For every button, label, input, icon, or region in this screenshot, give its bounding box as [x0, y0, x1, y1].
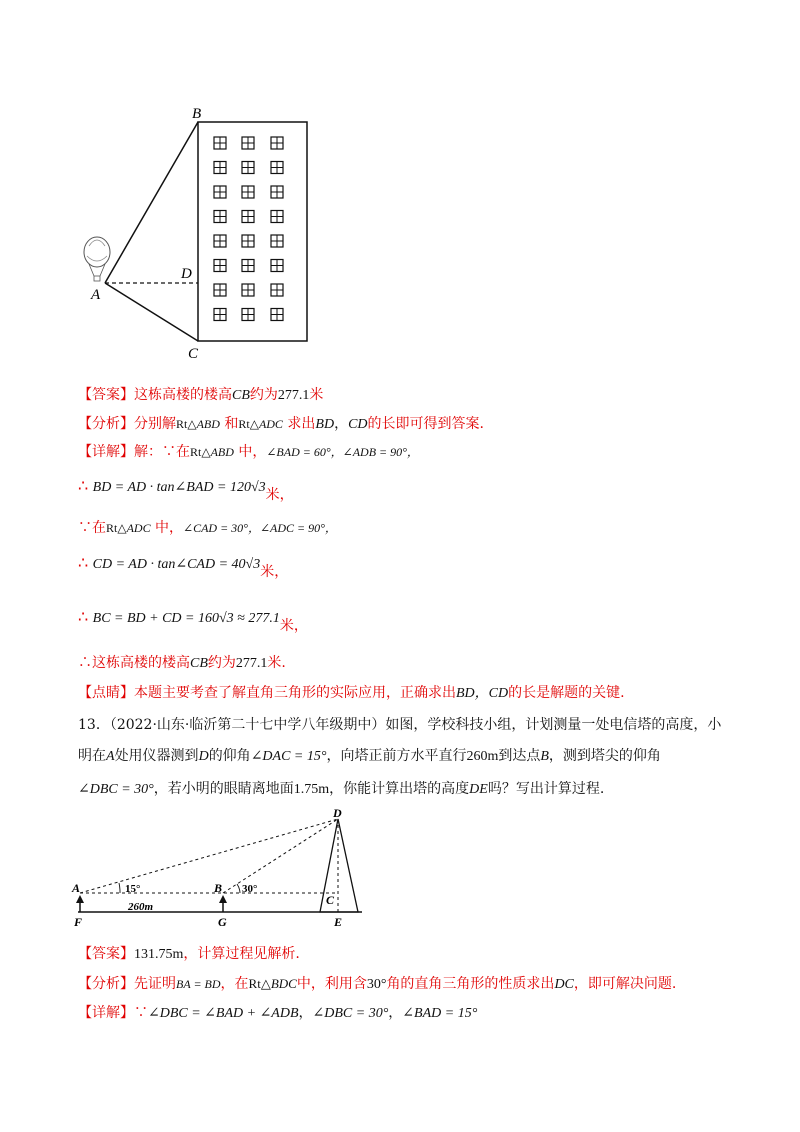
segment-name: BD — [315, 417, 335, 432]
rt-symbol: Rt△ — [106, 521, 127, 535]
segment-name: CB — [190, 656, 208, 671]
problem-text: ，测到塔尖的仰角 — [548, 748, 661, 764]
problem-text: 到达点 — [498, 748, 541, 764]
comment-text: 本题主要考查了解直角三角形的实际应用，正确求出 — [134, 685, 456, 701]
detail-line-3 — [78, 518, 337, 538]
angle-equation: ∠BAD = 60°， — [266, 445, 343, 459]
therefore-icon: ∴ — [78, 476, 89, 495]
window-icon — [242, 284, 254, 296]
answer-text: 这栋高楼的楼高 — [134, 387, 232, 403]
sightline-BD — [223, 819, 338, 893]
detail-line-4 — [78, 553, 289, 580]
triangle-name: BDC — [270, 976, 297, 991]
answer-var: CB — [232, 388, 250, 403]
analysis-text: 先证明 — [134, 976, 176, 992]
answer-line — [78, 385, 323, 406]
point-name: B — [540, 749, 549, 764]
rt-symbol: Rt△ — [190, 445, 211, 459]
angle-equation: ∠ADB = 90°， — [342, 445, 419, 459]
window-icon — [242, 211, 254, 223]
window-icon — [214, 211, 226, 223]
conclusion-text: 米. — [267, 655, 286, 671]
detail-text: 解：∵在 — [134, 444, 190, 460]
building-figure — [75, 100, 315, 365]
conclusion-text: 约为 — [207, 655, 236, 671]
analysis-text: 和 — [224, 416, 239, 432]
line-AB — [105, 122, 198, 283]
window-icon — [214, 186, 226, 198]
window-icon — [214, 137, 226, 149]
comment-tag: 【点睛】 — [78, 685, 134, 701]
angle-label-15: 15° — [125, 883, 141, 895]
window-icon — [271, 162, 283, 174]
unit: 米， — [265, 487, 294, 503]
window-icon — [242, 235, 254, 247]
window-grid — [214, 137, 283, 321]
hot-air-balloon-icon — [84, 237, 110, 281]
segment-name: DE — [469, 782, 488, 797]
problem-13-line-2 — [78, 746, 661, 767]
comment-line — [78, 683, 625, 704]
analysis-13-line — [78, 974, 676, 995]
number: 277.1 — [235, 656, 268, 671]
equation: ∠DBC = 30° — [312, 1006, 389, 1021]
problem-13-line-3 — [78, 779, 604, 800]
problem-text: 的仰角 — [208, 748, 251, 764]
detail-line-2 — [78, 476, 294, 503]
window-icon — [271, 235, 283, 247]
segment-names: BD，CD — [456, 686, 509, 701]
angle-equation: ∠DAC = 15° — [250, 749, 327, 764]
tower-figure — [68, 806, 368, 931]
label-A: A — [91, 287, 101, 303]
angle-equation: ∠CAD = 30°， — [183, 521, 260, 535]
point-name: D — [198, 749, 209, 764]
window-icon — [271, 284, 283, 296]
label-G: G — [218, 915, 227, 929]
problem-text: ，若小明的眼睛离地面 — [153, 781, 294, 797]
window-icon — [242, 309, 254, 321]
answer-text: 约为 — [249, 387, 278, 403]
answer-text: ，计算过程见解析. — [183, 946, 300, 962]
triangle-name: ABD — [196, 417, 220, 431]
analysis-tag: 【分析】 — [78, 976, 134, 992]
answer-tag: 【答案】 — [78, 387, 134, 403]
window-icon — [271, 186, 283, 198]
segment-name: CD — [348, 417, 368, 432]
analysis-text: 角的直角三角形的性质求出 — [386, 976, 555, 992]
equation: BA = BD — [176, 977, 221, 991]
detail-tag: 【详解】 — [78, 444, 134, 460]
window-icon — [242, 260, 254, 272]
analysis-text: 求出 — [287, 416, 316, 432]
analysis-line — [78, 414, 484, 435]
analysis-text: ，即可解决问题. — [573, 976, 677, 992]
problem-text: 吗？写出计算过程. — [487, 781, 605, 797]
analysis-text: 的长即可得到答案. — [367, 416, 484, 432]
window-icon — [271, 260, 283, 272]
window-icon — [271, 211, 283, 223]
label-C: C — [188, 346, 199, 362]
angle-equation: ∠ADC = 90°， — [259, 521, 337, 535]
equation: BC = BD + CD = 160√3 ≈ 277.1 — [92, 611, 280, 626]
triangle-name: ABD — [210, 445, 234, 459]
equation: CD = AD · tan∠CAD = 40√3 — [92, 557, 261, 572]
label-D: D — [333, 806, 342, 820]
degree: 30° — [366, 977, 387, 992]
angle-equation: ∠DBC = 30° — [78, 782, 154, 797]
answer-tag: 【答案】 — [78, 946, 134, 962]
segment-name: DC — [554, 977, 574, 992]
because-symbol: ∵ — [134, 1005, 148, 1021]
rt-symbol: Rt△ — [176, 417, 197, 431]
angle-label-30: 30° — [242, 883, 258, 895]
comma: ， — [388, 1005, 403, 1021]
label-A: A — [72, 881, 81, 895]
window-icon — [214, 162, 226, 174]
conclusion-line — [78, 653, 286, 674]
window-icon — [242, 162, 254, 174]
triangle-name: ADC — [258, 417, 283, 431]
window-icon — [214, 309, 226, 321]
answer-unit: 米 — [309, 387, 324, 403]
unit: 米， — [260, 564, 289, 580]
sightline-AD — [80, 819, 338, 893]
distance-label: 260m — [128, 901, 154, 913]
equation: ∠DBC = ∠BAD + ∠ADB — [148, 1006, 299, 1021]
window-icon — [214, 235, 226, 247]
analysis-text: ，在 — [220, 976, 249, 992]
label-F: F — [74, 915, 83, 929]
detail-tag: 【详解】 — [78, 1005, 134, 1021]
label-B: B — [192, 106, 202, 122]
window-icon — [242, 137, 254, 149]
window-icon — [271, 309, 283, 321]
label-E: E — [334, 915, 343, 929]
window-icon — [242, 186, 254, 198]
height: 1.75m — [293, 782, 330, 797]
point-name: A — [106, 749, 115, 764]
rt-symbol: Rt△ — [238, 417, 259, 431]
label-C: C — [326, 893, 335, 907]
analysis-text: 分别解 — [134, 416, 176, 432]
problem-text: 处用仪器测到 — [114, 748, 199, 764]
answer-number: 131.75m — [134, 947, 184, 962]
problem-text: ，向塔正前方水平直行 — [326, 748, 467, 764]
comma: ， — [334, 416, 349, 432]
analysis-text: 中，利用含 — [296, 976, 367, 992]
angle-arc-30 — [237, 884, 240, 893]
detail-text: 中， — [238, 444, 267, 460]
comma: ， — [298, 1005, 313, 1021]
label-D: D — [181, 266, 192, 282]
label-B: B — [214, 881, 223, 895]
answer-13-line — [78, 944, 300, 965]
comment-text: 的长是解题的关键. — [508, 685, 625, 701]
triangle-name: ADC — [126, 521, 151, 535]
problem-text: 明在 — [78, 748, 106, 764]
analysis-tag: 【分析】 — [78, 416, 134, 432]
rt-symbol: Rt△ — [248, 976, 271, 991]
window-icon — [214, 284, 226, 296]
problem-text: ，你能计算出塔的高度 — [329, 781, 470, 797]
detail-line-5 — [78, 607, 308, 634]
problem-13-line-1: 13．（2022·山东·临沂第二十七中学八年级期中）如图，学校科技小组，计划测量一处电信塔的高度，小 — [78, 717, 722, 733]
line-AC — [105, 283, 198, 341]
detail-text: ∵在 — [78, 520, 106, 536]
answer-number: 277.1 — [277, 388, 310, 403]
arrow-up-icon — [219, 895, 227, 912]
detail-13-line — [78, 1003, 477, 1024]
therefore-icon: ∴ — [78, 553, 89, 572]
equation: BD = AD · tan∠BAD = 120√3 — [92, 480, 266, 495]
equation: ∠BAD = 15° — [402, 1006, 478, 1021]
window-icon — [214, 260, 226, 272]
therefore-icon: ∴ — [78, 607, 89, 626]
detail-text: 中， — [155, 520, 184, 536]
detail-line-1 — [78, 442, 419, 462]
unit: 米， — [279, 618, 308, 634]
angle-arc-15 — [119, 883, 120, 893]
window-icon — [271, 137, 283, 149]
conclusion-text: ∴这栋高楼的楼高 — [78, 655, 190, 671]
distance: 260m — [466, 749, 499, 764]
arrow-up-icon — [76, 895, 84, 912]
